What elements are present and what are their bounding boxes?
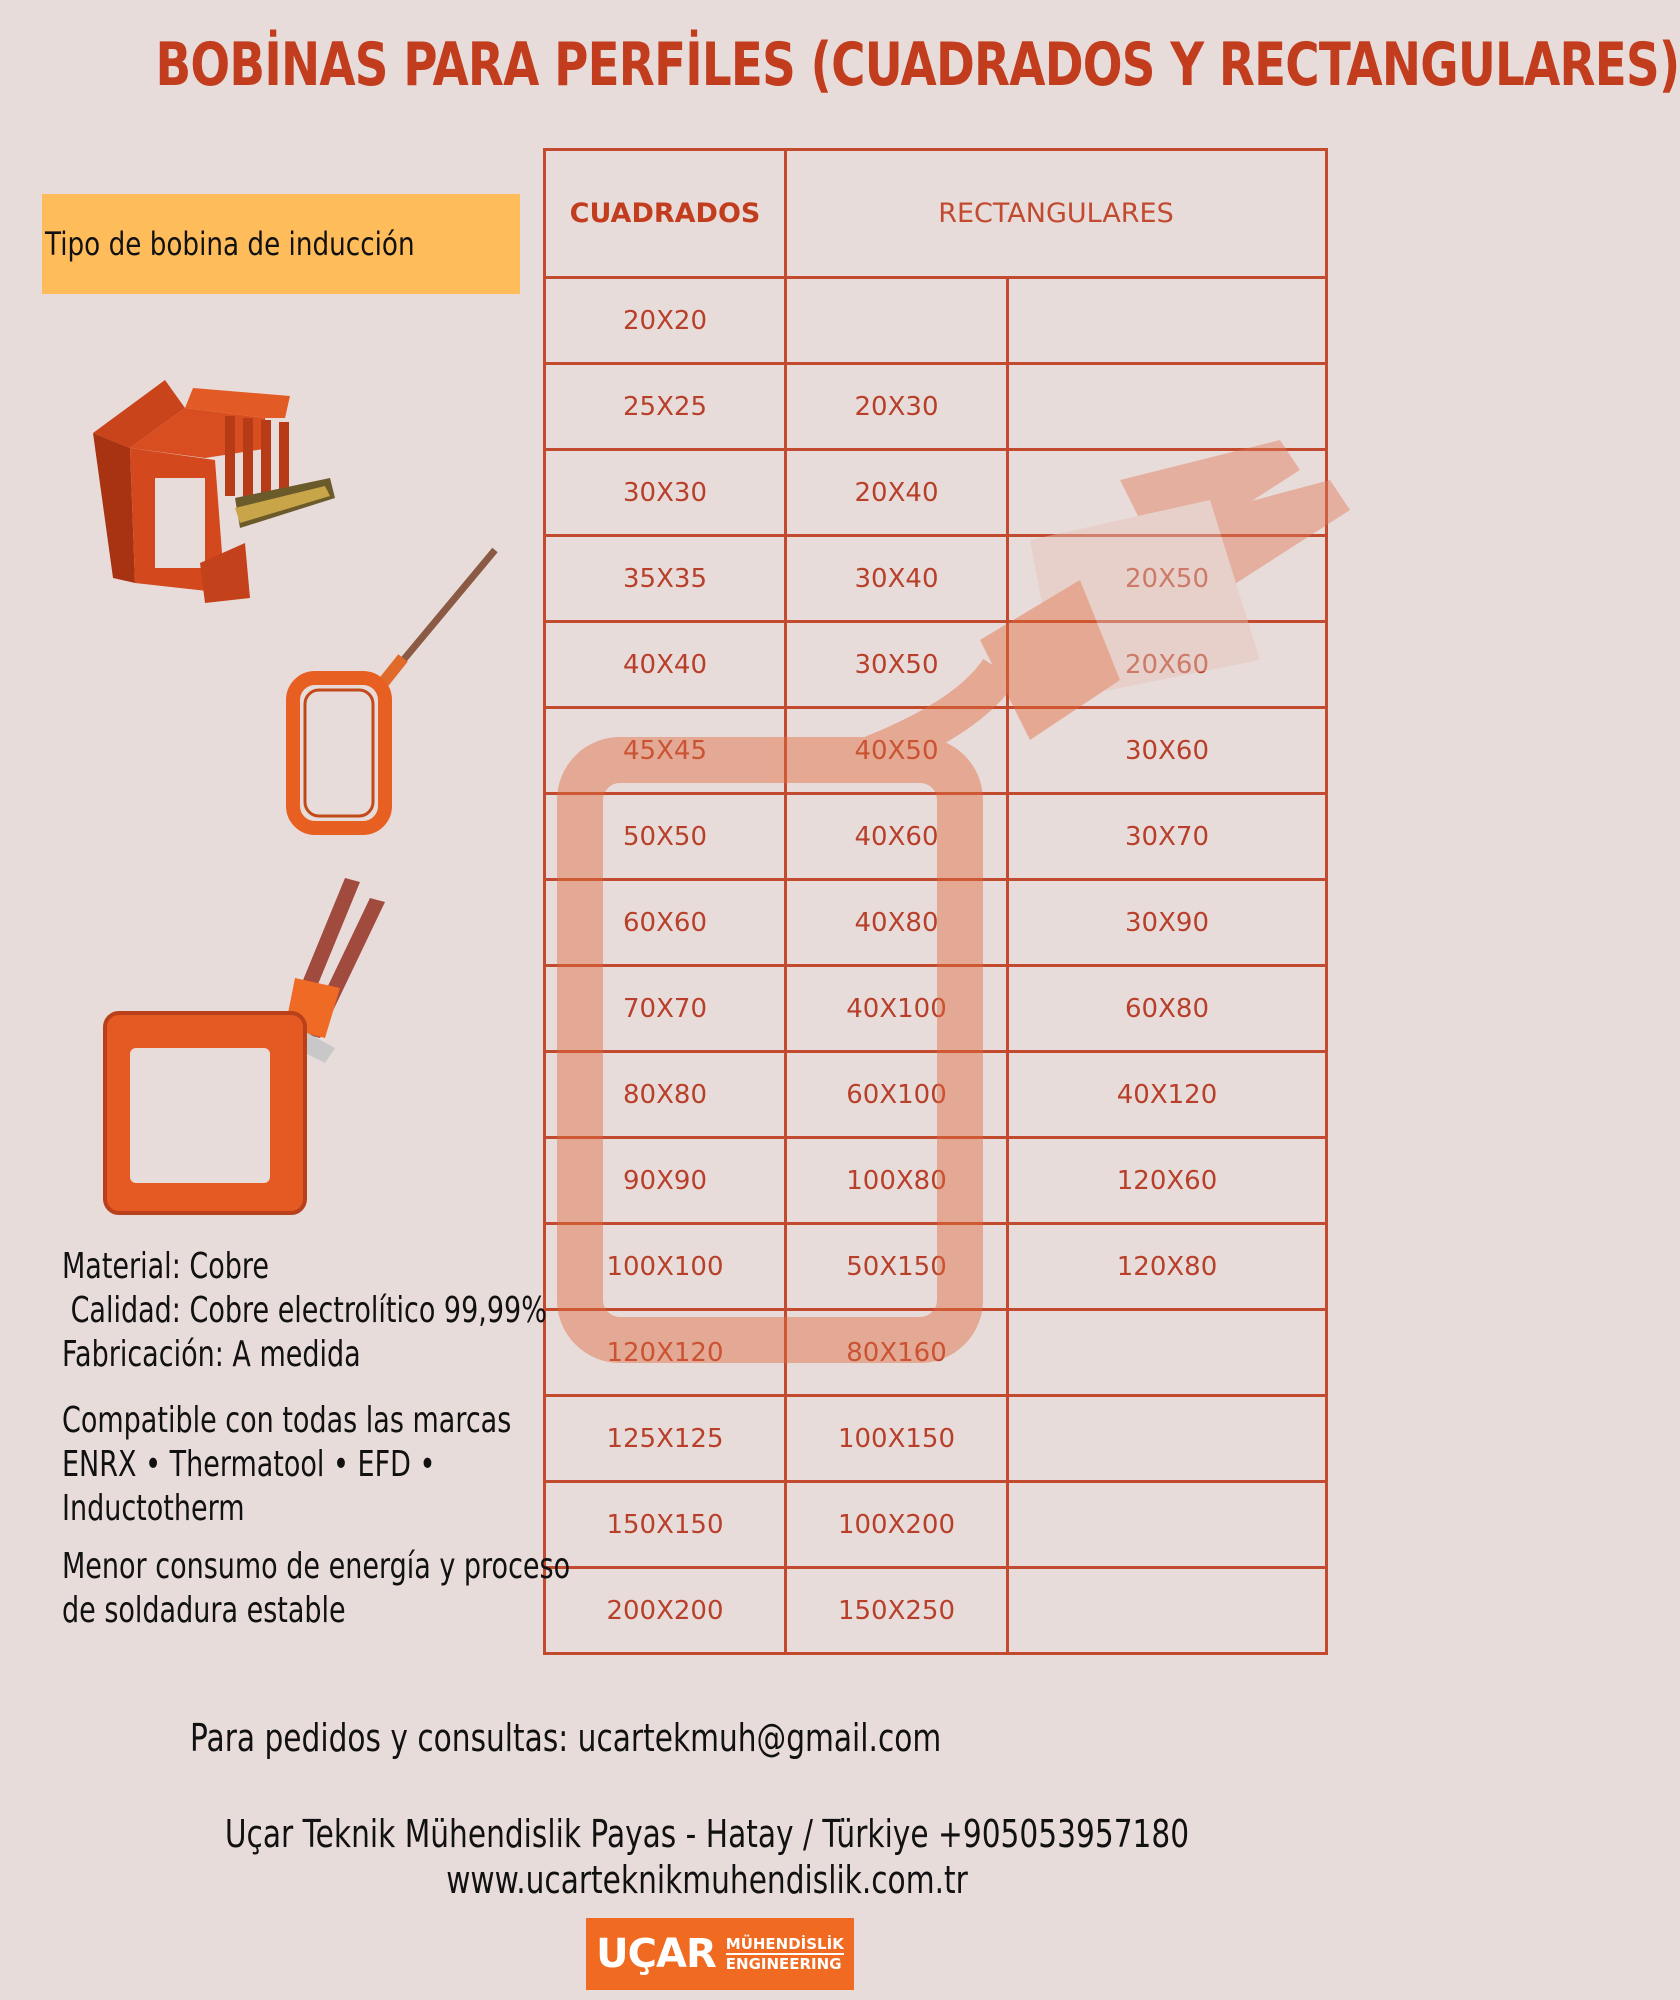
table-row	[545, 278, 1327, 364]
footer-website: www.ucarteknikmuhendislik.com.tr	[446, 1858, 968, 1902]
cell-rect-size: 60X80	[1008, 966, 1327, 1052]
cell-rect-size: 50X150	[786, 1224, 1008, 1310]
table-row	[545, 622, 1327, 708]
contact-line: Para pedidos y consultas: ucartekmuh@gmail.com	[190, 1716, 942, 1760]
cell-square-size: 80X80	[545, 1052, 786, 1138]
coil-image-square	[95, 878, 425, 1218]
cell-rect-size: 40X50	[786, 708, 1008, 794]
spec-table	[543, 148, 1328, 1655]
cell-square-size: 200X200	[545, 1568, 786, 1654]
cell-rect-size	[1008, 450, 1327, 536]
spec-compat-line-1: Compatible con todas las marcas	[62, 1400, 512, 1441]
coil-type-label: Tipo de bobina de inducción	[45, 225, 415, 263]
table-row	[545, 450, 1327, 536]
cell-rect-size: 20X40	[786, 450, 1008, 536]
cell-square-size: 90X90	[545, 1138, 786, 1224]
logo-main-text: UÇAR	[596, 1931, 716, 1977]
cell-rect-size: 100X150	[786, 1396, 1008, 1482]
cell-square-size: 50X50	[545, 794, 786, 880]
cell-square-size: 25X25	[545, 364, 786, 450]
cell-rect-size	[1008, 278, 1327, 364]
cell-rect-size	[1008, 1568, 1327, 1654]
spec-energy-line-1: Menor consumo de energía y proceso	[62, 1546, 571, 1587]
coil-type-label-box	[42, 194, 520, 294]
cell-rect-size: 120X60	[1008, 1138, 1327, 1224]
table-row	[545, 794, 1327, 880]
cell-square-size: 60X60	[545, 880, 786, 966]
cell-rect-size: 40X60	[786, 794, 1008, 880]
table-row	[545, 966, 1327, 1052]
cell-square-size: 20X20	[545, 278, 786, 364]
spec-table-wrap	[543, 148, 1328, 1655]
cell-square-size: 35X35	[545, 536, 786, 622]
cell-square-size: 100X100	[545, 1224, 786, 1310]
page-title: BOBİNAS PARA PERFİLES (CUADRADOS Y RECTANGULARES)	[155, 30, 1680, 100]
table-row	[545, 708, 1327, 794]
table-row	[545, 1568, 1327, 1654]
cell-rect-size: 40X120	[1008, 1052, 1327, 1138]
cell-square-size: 40X40	[545, 622, 786, 708]
cell-rect-size: 30X50	[786, 622, 1008, 708]
cell-rect-size: 120X80	[1008, 1224, 1327, 1310]
table-row	[545, 880, 1327, 966]
logo-sub	[726, 1935, 844, 1973]
table-row	[545, 1138, 1327, 1224]
spec-compat-line-2: ENRX • Thermatool • EFD •	[62, 1444, 436, 1485]
cell-rect-size	[1008, 1396, 1327, 1482]
company-logo	[586, 1918, 854, 1990]
spec-energy-line-2: de soldadura estable	[62, 1590, 346, 1631]
cell-square-size: 70X70	[545, 966, 786, 1052]
cell-rect-size: 60X100	[786, 1052, 1008, 1138]
cell-rect-size: 30X60	[1008, 708, 1327, 794]
cell-rect-size: 150X250	[786, 1568, 1008, 1654]
table-row	[545, 536, 1327, 622]
cell-square-size: 30X30	[545, 450, 786, 536]
cell-rect-size: 20X50	[1008, 536, 1327, 622]
cell-square-size: 150X150	[545, 1482, 786, 1568]
cell-rect-size: 20X30	[786, 364, 1008, 450]
header-rectangulares: RECTANGULARES	[786, 150, 1327, 278]
table-row	[545, 364, 1327, 450]
cell-rect-size	[1008, 1310, 1327, 1396]
cell-rect-size	[1008, 364, 1327, 450]
table-row	[545, 1310, 1327, 1396]
logo-sub-line-2: ENGINEERING	[725, 1955, 842, 1973]
cell-rect-size: 100X200	[786, 1482, 1008, 1568]
spec-quality: Calidad: Cobre electrolítico 99,99%	[62, 1290, 547, 1331]
cell-rect-size	[786, 278, 1008, 364]
spec-material: Material: Cobre	[62, 1246, 269, 1287]
cell-square-size: 45X45	[545, 708, 786, 794]
cell-rect-size: 30X70	[1008, 794, 1327, 880]
specs-block	[62, 1245, 570, 1633]
spec-fabrication: Fabricación: A medida	[62, 1334, 361, 1375]
cell-rect-size	[1008, 1482, 1327, 1568]
table-row	[545, 1224, 1327, 1310]
table-row	[545, 1052, 1327, 1138]
cell-rect-size: 30X40	[786, 536, 1008, 622]
table-header-row	[545, 150, 1327, 278]
logo-sub-line-1: MÜHENDİSLİK	[725, 1935, 844, 1953]
table-row	[545, 1396, 1327, 1482]
cell-rect-size: 40X80	[786, 880, 1008, 966]
cell-square-size: 125X125	[545, 1396, 786, 1482]
cell-rect-size: 40X100	[786, 966, 1008, 1052]
cell-rect-size: 30X90	[1008, 880, 1327, 966]
cell-rect-size: 100X80	[786, 1138, 1008, 1224]
table-row	[545, 1482, 1327, 1568]
coil-image-rectangular	[283, 548, 503, 838]
footer-company: Uçar Teknik Mühendislik Payas - Hatay / Türkiye +905053957180	[224, 1812, 1190, 1856]
spec-compat-line-3: Inductotherm	[62, 1488, 245, 1529]
cell-rect-size: 20X60	[1008, 622, 1327, 708]
cell-square-size: 120X120	[545, 1310, 786, 1396]
header-cuadrados: CUADRADOS	[545, 150, 786, 278]
cell-rect-size: 80X160	[786, 1310, 1008, 1396]
